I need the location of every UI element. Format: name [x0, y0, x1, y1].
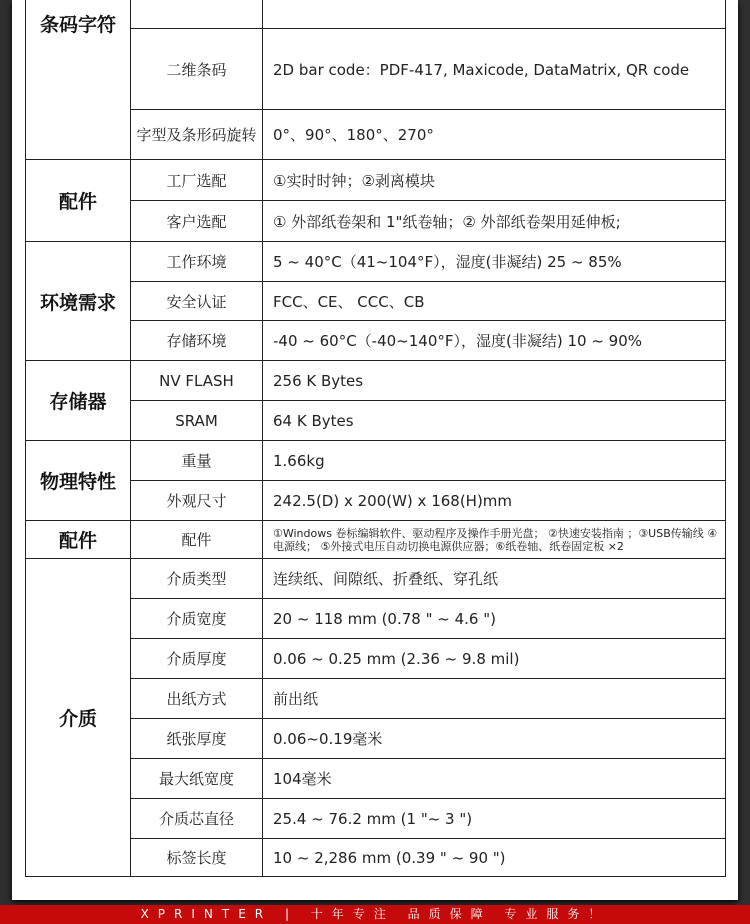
table-row — [26, 160, 726, 201]
spec-key: 介质厚度 — [131, 639, 263, 679]
spec-value: 242.5(D) x 200(W) x 168(H)mm — [263, 481, 726, 521]
table-row — [26, 29, 726, 110]
spec-key: 工厂选配 — [131, 160, 263, 201]
spec-key: 工作环境 — [131, 242, 263, 282]
group-title: 环境需求 — [26, 242, 131, 361]
table-row — [26, 679, 726, 719]
group-title: 存储器 — [26, 361, 131, 441]
spec-value — [263, 0, 726, 29]
group-title: 配件 — [26, 160, 131, 242]
table-row — [26, 201, 726, 242]
spec-value: 64 K Bytes — [263, 401, 726, 441]
group-title: 介质 — [26, 559, 131, 877]
spec-key: 标签长度 — [131, 839, 263, 877]
spec-key: 配件 — [131, 521, 263, 559]
spec-key: 外观尺寸 — [131, 481, 263, 521]
spec-value: 1.66kg — [263, 441, 726, 481]
spec-key: 客户选配 — [131, 201, 263, 242]
table-row — [26, 839, 726, 877]
table-row — [26, 719, 726, 759]
spec-key: 二维条码 — [131, 29, 263, 110]
table-row — [26, 321, 726, 361]
spec-value: 0.06~0.19毫米 — [263, 719, 726, 759]
spec-key: 重量 — [131, 441, 263, 481]
table-row — [26, 639, 726, 679]
spec-value: 前出纸 — [263, 679, 726, 719]
group-title: 条码字符 — [26, 0, 131, 160]
spec-value: 25.4 ~ 76.2 mm (1 "~ 3 ") — [263, 799, 726, 839]
spec-key: 最大纸宽度 — [131, 759, 263, 799]
footer-banner: XPRINTER | 十年专注 品质保障 专业服务！ — [0, 905, 750, 924]
spec-value: 256 K Bytes — [263, 361, 726, 401]
table-row — [26, 759, 726, 799]
spec-value: 连续纸、间隙纸、折叠纸、穿孔纸 — [263, 559, 726, 599]
table-row — [26, 521, 726, 559]
table-row — [26, 599, 726, 639]
spec-key: SRAM — [131, 401, 263, 441]
spec-value: 10 ~ 2,286 mm (0.39 " ~ 90 ") — [263, 839, 726, 877]
spec-key: 字型及条形码旋转 — [131, 110, 263, 160]
spec-value: 5 ~ 40°C（41~104°F），湿度(非凝结) 25 ~ 85% — [263, 242, 726, 282]
spec-key: 介质芯直径 — [131, 799, 263, 839]
group-title: 物理特性 — [26, 441, 131, 521]
spec-value: ①实时时钟；②剥离模块 — [263, 160, 726, 201]
table-row — [26, 799, 726, 839]
spec-value: 0°、90°、180°、270° — [263, 110, 726, 160]
spec-value: 2D bar code：PDF-417, Maxicode, DataMatrix, QR code — [263, 29, 726, 110]
table-row — [26, 559, 726, 599]
table-row — [26, 441, 726, 481]
spec-panel — [12, 0, 738, 900]
spec-key — [131, 0, 263, 29]
spec-value: 104毫米 — [263, 759, 726, 799]
spec-table — [25, 0, 726, 877]
spec-value: -40 ~ 60°C（-40~140°F），湿度(非凝结) 10 ~ 90% — [263, 321, 726, 361]
spec-key: NV FLASH — [131, 361, 263, 401]
table-row — [26, 361, 726, 401]
spec-value: 0.06 ~ 0.25 mm (2.36 ~ 9.8 mil) — [263, 639, 726, 679]
spec-key: 出纸方式 — [131, 679, 263, 719]
spec-value: FCC、CE、 CCC、CB — [263, 282, 726, 321]
spec-value: ① 外部纸卷架和 1"纸卷轴；② 外部纸卷架用延伸板; — [263, 201, 726, 242]
table-row — [26, 401, 726, 441]
table-row — [26, 242, 726, 282]
table-row — [26, 282, 726, 321]
spec-value: ①Windows 卷标编辑软件、驱动程序及操作手册光盘； ②快速安装指南 ；③USB传输线 ④电源线； ⑤外接式电压自动切换电源供应器；⑥纸卷轴、纸卷固定板 ×2 — [263, 521, 726, 559]
group-title: 配件 — [26, 521, 131, 559]
table-row — [26, 0, 726, 29]
spec-value: 20 ~ 118 mm (0.78 " ~ 4.6 ") — [263, 599, 726, 639]
spec-key: 介质类型 — [131, 559, 263, 599]
spec-key: 存储环境 — [131, 321, 263, 361]
spec-key: 纸张厚度 — [131, 719, 263, 759]
table-row — [26, 110, 726, 160]
spec-key: 安全认证 — [131, 282, 263, 321]
table-row — [26, 481, 726, 521]
spec-key: 介质宽度 — [131, 599, 263, 639]
